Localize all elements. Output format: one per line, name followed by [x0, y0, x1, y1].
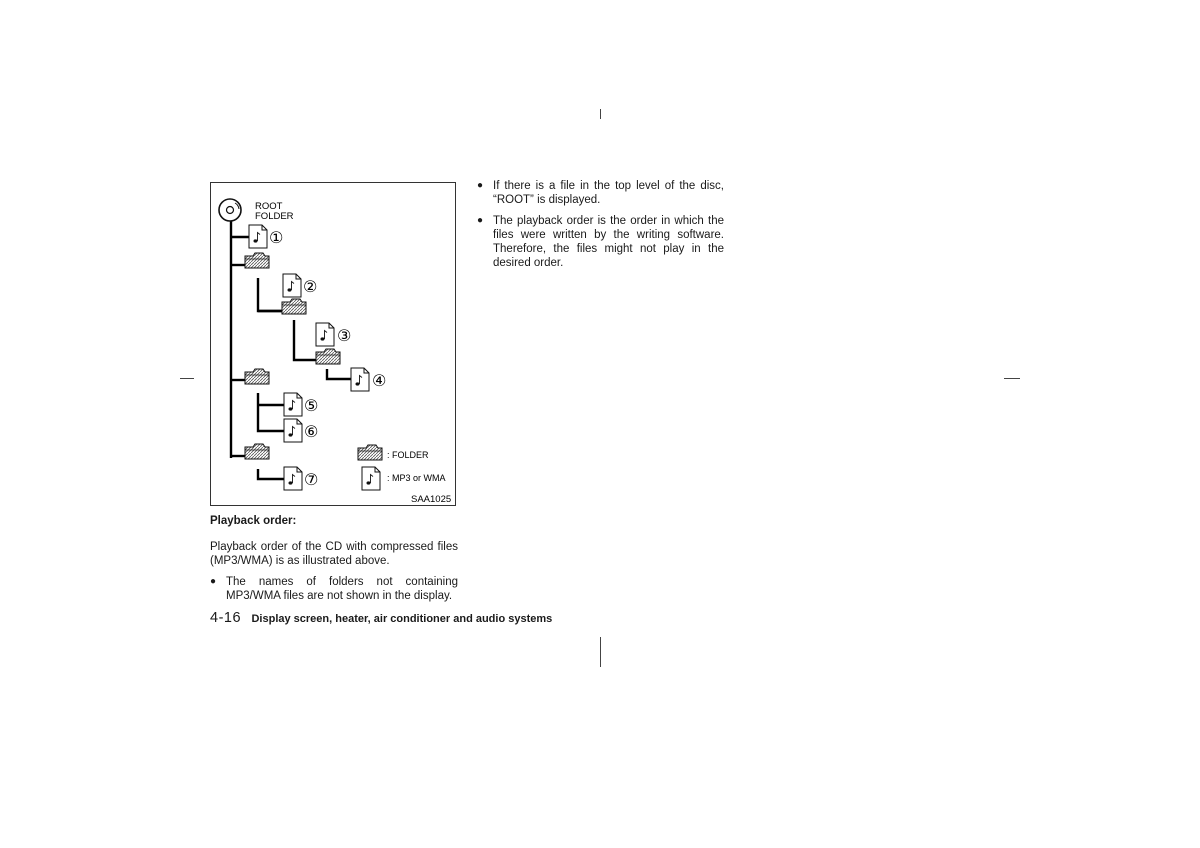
file-number-7: ⑦: [304, 470, 319, 489]
crop-mark-left: [180, 378, 194, 379]
folder-icon: [245, 369, 269, 384]
root-label-line1: ROOT: [255, 201, 283, 212]
folder-icon: [245, 444, 269, 459]
legend-folder-label: : FOLDER: [387, 450, 429, 460]
music-file-icon: [351, 368, 369, 391]
crop-mark-bottom: [600, 637, 601, 667]
section-heading: Playback order:: [210, 515, 297, 527]
music-file-icon: [284, 419, 302, 442]
music-file-icon: [316, 323, 334, 346]
bullet-item: [477, 179, 724, 207]
folder-icon: [316, 349, 340, 364]
page-footer: [210, 609, 552, 627]
right-column: [477, 179, 724, 277]
file-number-2: ②: [303, 277, 318, 296]
section-title: Display screen, heater, air conditioner and audio systems: [251, 613, 553, 625]
crop-mark-top: [600, 109, 601, 119]
folder-icon: [245, 253, 269, 268]
file-number-4: ④: [372, 371, 387, 390]
folder-icon: [282, 299, 306, 314]
bullet-dot-icon: ●: [477, 215, 484, 226]
folder-tree-diagram: [211, 183, 457, 507]
root-label-line2: FOLDER: [255, 211, 294, 222]
legend-file-icon: [362, 467, 380, 490]
figure-code: SAA1025: [411, 494, 452, 505]
music-file-icon: [249, 225, 267, 248]
bullet-item: [477, 214, 724, 270]
bullet-dot-icon: ●: [210, 576, 217, 587]
legend-file-label: : MP3 or WMA: [387, 473, 446, 483]
folder-tree-figure: [210, 182, 456, 506]
page-number: 4-16: [210, 610, 242, 626]
music-file-icon: [284, 393, 302, 416]
file-number-1: ①: [269, 228, 284, 247]
body-paragraph: Playback order of the CD with compressed files (MP3/WMA) is as illustrated above.: [210, 541, 458, 567]
crop-mark-right: [1004, 378, 1020, 379]
music-file-icon: [284, 467, 302, 490]
bullet-dot-icon: ●: [477, 180, 484, 191]
file-number-5: ⑤: [304, 396, 319, 415]
bullet-text: If there is a file in the top level of the disc, “ROOT” is displayed.: [493, 180, 724, 206]
music-file-icon: [283, 274, 301, 297]
left-column: [210, 514, 458, 610]
legend-folder-icon: [358, 445, 382, 460]
file-number-3: ③: [337, 326, 352, 345]
disc-icon: [219, 199, 241, 221]
file-number-6: ⑥: [304, 422, 319, 441]
bullet-text: The names of folders not containing MP3/WMA files are not shown in the display.: [226, 576, 458, 602]
bullet-text: The playback order is the order in which the files were written by the writing software. Therefore, the files might not play in the desired order.: [493, 215, 724, 269]
bullet-item: [210, 575, 458, 603]
